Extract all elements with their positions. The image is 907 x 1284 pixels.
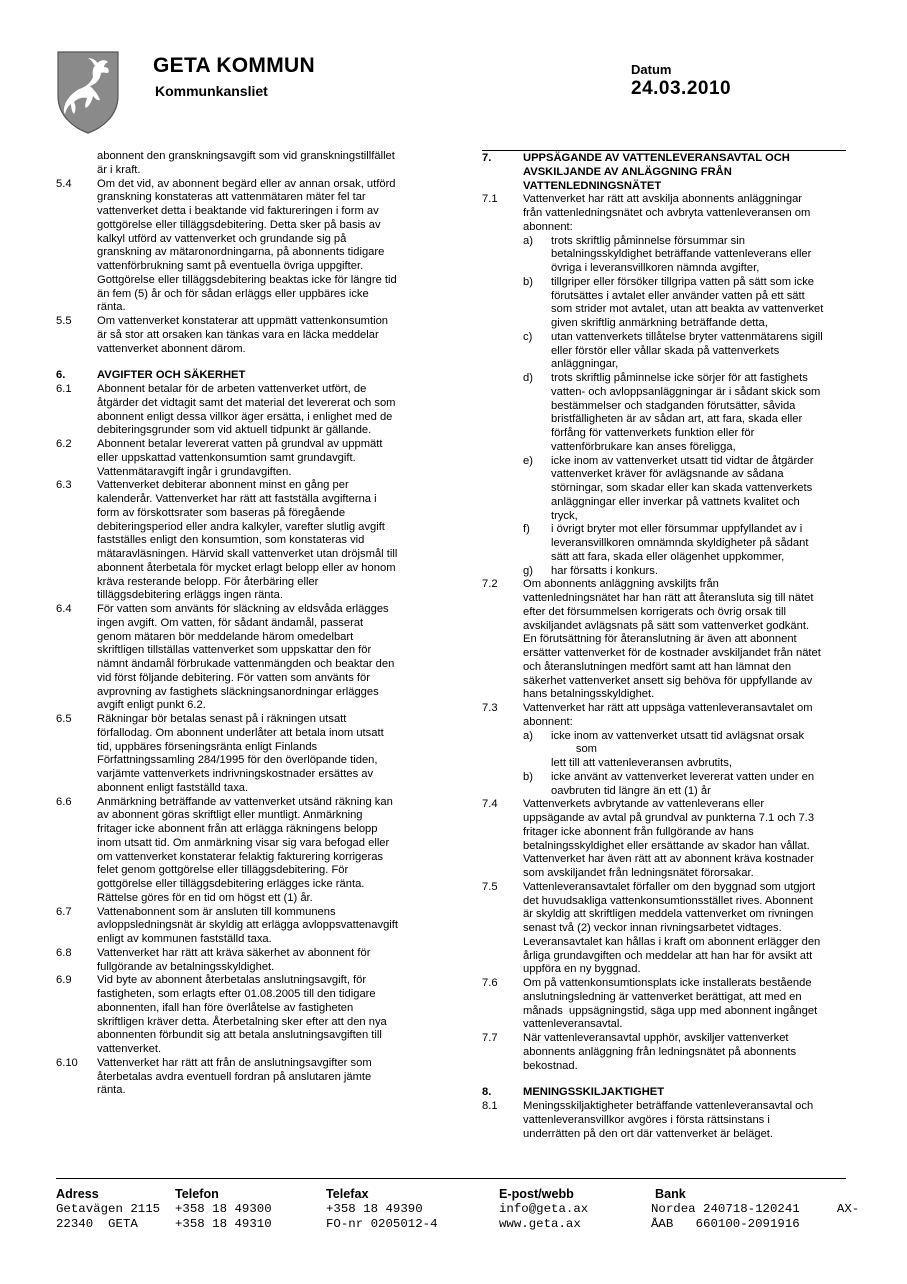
- clause-6-7: 6.7 Vattenabonnent som är ansluten till kommunens avloppsledningsnät är skyldig att erlägga avloppsvattenavgift enligt av kommunen fastställd taxa.: [56, 905, 399, 945]
- left-column: [56, 150, 428, 1098]
- clause-6-4: 6.4 För vatten som använts för släckning av eldsvåda erlägges ingen avgift. Om vatten, för sådant ändamål, passerat genom mätaren bör meddelande härom omedelbart skriftligen tillställas vattenverket som uppskattar den för nämnt ändamål förbrukade vattenmängden och beaktar den vid först följande debitering. För vatten som använts för avprovning av fastighets släckningsanordningar erlägges avgift enligt punkt 6.2.: [56, 603, 395, 712]
- footer-web: E-post/webb info@geta.ax www.geta.ax: [499, 1187, 589, 1231]
- website-link[interactable]: www.geta.ax: [499, 1217, 581, 1231]
- footer-phone: Telefon +358 18 49300 +358 18 49310: [175, 1187, 272, 1231]
- continued-paragraph: abonnent den granskningsavgift som vid granskningstillfället är i kraft.: [97, 150, 395, 176]
- section-6-heading: 6. AVGIFTER OCH SÄKERHET: [56, 369, 246, 382]
- clause-7-4: 7.4 Vattenverkets avbrytande av vattenleverans eller uppsägande av avtal på grundval av punkterna 7.1 och 7.3 fritager icke abonnent från fullgörande av hans betalningsskyldighet eller ersättande av skador han vållat. Vattenverket har även rätt att av abonnent kräva kostnader som avskiljandet från ledningsnätet förorsakar.: [482, 798, 815, 879]
- clause-number: 7.6: [482, 977, 498, 989]
- clause-number: 6.2: [56, 438, 72, 450]
- clause-6-3: 6.3 Vattenverket debiterar abonnent minst en gång per kalenderår. Vattenverket har rätt att fastställa avgifterna i form av förskottsrater som baseras på föregående debiteringsperiod eller andra kalkyler, varefter slutlig avgift fastställes enligt den konsumtion, som konstateras vid mätaravläsningen. Härvid skall vattenverket utan dröjsmål till abonnent återbetala för mycket erlagt belopp eller av honom kräva resterande belopp. För återbäring eller tilläggsdebitering erläggs ingen ränta.: [56, 479, 398, 602]
- right-column: [482, 150, 846, 1141]
- clause-number: 6.3: [56, 479, 72, 492]
- footer-bank: Bank Nordea 240718-120241 AX- ÅAB 660100-2091916: [651, 1187, 860, 1231]
- clause-6-6: 6.6 Anmärkning beträffande av vattenverket utsänd räkning kan av abonnent göras skriftligt eller muntligt. Anmärkning fritager icke abonnent från att erlägga räkningens belopp inom utsatt tid. Om anmärkning visar sig vara befogad eller om vattenverket konstaterar felaktig fakturering korrigeras felet genom gottgörelse eller tilläggsdebitering. För gottgörelse eller tilläggsdebitering erlägges icke ränta. Rättelse göres för en tid om högst ett (1) år.: [56, 795, 393, 904]
- clause-number: 5.4: [56, 177, 72, 190]
- section-7-heading: 7. UPPSÄGANDE AV VATTENLEVERANSAVTAL OCH AVSKILJANDE AV ANLÄGGNING FRÅN VATTENLEDNINGSNÄTET: [482, 152, 790, 192]
- list-item: e) icke inom av vattenverket utsatt tid vidtar de åtgärder vattenverket kräver för avlägsnande av sådana störningar, som skadar eller kan skada vattenverkets anläggningar eller inverkar på vattnets kvalitet och tryck,: [523, 454, 814, 522]
- date-label: Datum: [631, 62, 672, 77]
- clause-6-9: 6.9 Vid byte av abonnent återbetalas anslutningsavgift, för fastigheten, som erlagts efter 01.08.2005 till den tidigare abonnenten, ifall han före överlåtelse av fastigheten skriftligen kräver detta. Återbetalning sker efter att den nya abonnenten förbundit sig att betala anslutningsavgiften till vattenverket.: [56, 974, 387, 1055]
- clause-6-2: 6.2 Abonnent betalar levererat vatten på grundval av uppmätt eller uppskattad vattenkonsumtion samt grundavgift. Vattenmätaravgift ingår i grundavgiften.: [56, 438, 383, 478]
- footer-divider: [56, 1178, 846, 1179]
- list-item: c) utan vattenverkets tillåtelse bryter vattenmätarens sigill eller förstör eller vållar skada på vattenverkets anläggningar,: [523, 330, 823, 371]
- coat-of-arms-logo: [56, 50, 120, 134]
- list-item: g) har försatts i konkurs.: [523, 564, 658, 577]
- list-item: a) trots skriftlig påminnelse försummar sin betalningsskyldighet beträffande vattenleverans eller övriga i leveransvillkoren nämnda avgifter,: [523, 234, 812, 274]
- clause-number: 8.1: [482, 1100, 498, 1112]
- clause-5-5: 5.5 Om vattenverket konstaterar att uppmätt vattenkonsumtion är så stor att orsaken kan tänkas vara en läcka meddelar vattenverket abonnent därom.: [56, 315, 389, 355]
- clause-5-4: 5.4 Om det vid, av abonnent begärd eller av annan orsak, utförd granskning konstateras att vattenmätaren mäter fel tar vattenverket detta i beaktande vid faktureringen i form av gottgörelse eller tilläggsdebitering. Detta sker på basis av kalkyl utförd av vattenverket och grundande sig på granskning av mätaronordningarna, på abonnents tidigare vattenförbrukning samt på eventuella övriga uppgifter. Gottgörelse eller tilläggsdebitering beaktas icke för längre tid än fem (5) år och för sådan erläggs eller uppbäres icke ränta.: [56, 177, 397, 314]
- clause-number: 7.2: [482, 578, 498, 591]
- list-item: f) i övrigt bryter mot eller försummar uppfyllandet av i leveransvillkoren omnämnda skyldigheter på sådant sätt att fara, skada eller olägenhet uppkommer,: [523, 523, 809, 563]
- clause-number: 6.7: [56, 905, 72, 918]
- clause-number: 6.10: [56, 1056, 78, 1069]
- clause-number: 7.3: [482, 702, 498, 714]
- section-8-heading: 8. MENINGSSKILJAKTIGHET: [482, 1086, 665, 1099]
- clause-7-1: 7.1 Vattenverket har rätt att avskilja abonnents anläggningar från vattenledningsnätet och avbryta vattenleveransen om abonnent: a) trots skriftlig påminnelse försummar sin betalningsskyldighet beträffande vattenleverans eller övriga i leveransvillkoren nämnda avgifter, b) tillgriper eller försöker tillgripa vatten på sätt som icke förutsättes i avtalet eller använder vatten på ett sätt som strider mot avtalet, utan att beakta av vattenverket given skriftlig anmärkning beträffande detta, c) utan vattenverkets tillåtelse bryter vattenmätarens sigill eller förstör eller vållar skada på vattenverkets anläggningar, d) trots skriftlig påminnelse icke sörjer för att fastighets vatten- och avloppsanläggningar är i sådant skick som bestämmelser och stadganden förutsätter, såvida bristfälligheten är av sådan art, att fara, skada eller förfång för vattenverkets funktion eller för vattenförbrukare kan anses föreligga, e) icke inom av vattenverket utsatt tid vidtar de åtgärder vattenverket kräver för avlägsnande av sådana störningar, som skadar eller kan skada vattenverkets anläggningar eller inverkar på vattnets kvalitet och tryck, f) i övrigt bryter mot eller försummar uppfyllandet av i leveransvillkoren omnämnda skyldigheter på sådant sätt att fara, skada eller olägenhet uppkommer, g) har försatts i konkurs.: [482, 193, 846, 578]
- footer-fax: Telefax +358 18 49390 FO-nr 0205012-4: [326, 1187, 438, 1231]
- clause-6-10: 6.10 Vattenverket har rätt att från de anslutningsavgifter som återbetalas avdra eventuell fordran på anslutaren jämte ränta.: [56, 1056, 372, 1097]
- clause-number: 5.5: [56, 315, 72, 327]
- clause-number: 7.5: [482, 880, 498, 893]
- footer-address: Adress Getavägen 2115 22340 GETA: [56, 1187, 161, 1231]
- clause-7-2: 7.2 Om abonnents anläggning avskiljts från vattenledningsnätet har han rätt att återansluta sig till nätet efter det försummelsen korrigerats och övrig orsak till avskiljandet avlägsnats på sätt som vattenverket godkänt. En förutsättning för återanslutning är även att abonnent ersätter vattenverket för de kostnader avskiljandet från nätet och återanslutningen medfört samt att han lämnat den säkerhet vattenverket ansett sig behöva för uppfyllande av hans betalningsskyldighet.: [482, 578, 821, 701]
- clause-number: 6.5: [56, 713, 72, 725]
- clause-number: 7.4: [482, 798, 498, 811]
- list-item: d) trots skriftlig påminnelse icke sörjer för att fastighets vatten- och avloppsanläggningar är i sådant skick som bestämmelser och stadganden förutsätter, såvida bristfälligheten är av sådan art, att fara, skada eller förfång för vattenverkets funktion eller för vattenförbrukare kan anses föreligga,: [523, 372, 821, 453]
- clause-number: 6.1: [56, 383, 72, 395]
- clause-number: 7.7: [482, 1032, 498, 1044]
- organization-name: GETA KOMMUN: [153, 54, 315, 77]
- clause-number: 6.8: [56, 946, 72, 959]
- date-value: 24.03.2010: [631, 78, 732, 99]
- clause-7-6: 7.6 Om på vattenkonsumtionsplats icke installerats bestående anslutningsledning är vattenverket berättigat, att med en månads uppsägningstid, säga upp med abonnent ingånget vattenleveransavtal.: [482, 977, 818, 1031]
- clause-number: 6.4: [56, 603, 72, 615]
- list-item: a) icke inom av vattenverket utsatt tid avlägsnat orsak som: [523, 729, 805, 756]
- clause-6-5: 6.5 Räkningar bör betalas senast på i räkningen utsatt förfallodag. Om abonnent underlåter att betala inom utsatt tid, uppbäres förseningsränta enligt Finlands Författningssamling 284/1995 för den överlöpande tiden, varjämte vattenverkets indrivningskostnader ersättes av abonnent enligt fastställd taxa.: [56, 713, 384, 794]
- clause-6-1: 6.1 Abonnent betalar för de arbeten vattenverket utfört, de åtgärder det vidtagit samt det material det levererat och som abonnent enligt dessa villkor äger ersätta, i enlighet med de debiteringsgrunder som vid aktuell tidpunkt är gällande.: [56, 383, 396, 437]
- clause-number: 7.1: [482, 193, 498, 206]
- clause-8-1: 8.1 Meningsskiljaktigheter beträffande vattenleveransavtal och vattenleveransvillkor avgöres i första rättsinstans i underrätten på den ort där vattenverket är beläget.: [482, 1100, 814, 1140]
- clause-7-5: 7.5 Vattenleveransavtalet förfaller om den byggnad som utgjort det huvudsakliga vattenkonsumtionsstället rives. Abonnent är skyldig att skriftligen meddela vattenverket om rivningen senast två (2) veckor innan rivningsarbetet vidtages. Leveransavtalet kan hållas i kraft om abonnent erlägger den årliga grundavgiften och meddelar att han har för avsikt att uppföra en ny byggnad.: [482, 880, 821, 976]
- clause-6-8: 6.8 Vattenverket har rätt att kräva säkerhet av abonnent för fullgörande av betalningsskyldighet.: [56, 946, 371, 973]
- email-link[interactable]: info@geta.ax: [499, 1202, 589, 1216]
- clause-number: 6.9: [56, 974, 72, 987]
- clause-number: 6.6: [56, 795, 72, 808]
- list-item: b) icke använt av vattenverket levererat vatten under en oavbruten tid längre än ett (1) år: [523, 770, 815, 797]
- organization-department: Kommunkansliet: [155, 83, 268, 99]
- list-item: b) tillgriper eller försöker tillgripa vatten på sätt som icke förutsättes i avtalet eller använder vatten på ett sätt som strider mot avtalet, utan att beakta av vattenverket given skriftlig anmärkning beträffande detta,: [523, 275, 824, 329]
- clause-7-7: 7.7 När vattenleveransavtal upphör, avskiljer vattenverket abonnents anläggning från ledningsnätet på abonnents bekostnad.: [482, 1032, 797, 1072]
- clause-7-3: 7.3 Vattenverket har rätt att uppsäga vattenleveransavtalet om abonnent: a) icke inom av vattenverket utsatt tid avlägsnat orsak som lett till att vattenleveransen avbrutits, b) icke använt av vattenverket levererat vatten under en oavbruten tid längre än ett (1) år: [482, 702, 846, 798]
